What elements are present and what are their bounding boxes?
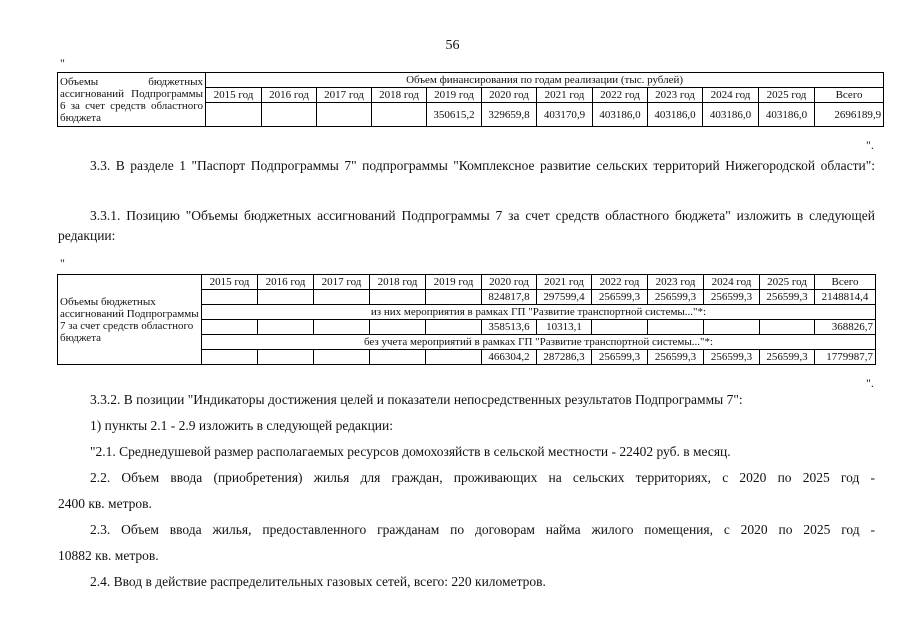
paragraph-item-1-text: 1) пункты 2.1 - 2.9 изложить в следующей редакции: xyxy=(90,418,393,433)
table2-value xyxy=(704,320,760,335)
table2-value xyxy=(426,350,482,365)
table2-year: 2016 год xyxy=(258,275,314,290)
paragraph-item-1 xyxy=(58,416,875,436)
paragraph-3-3-line1 xyxy=(58,156,875,176)
table2-value xyxy=(648,320,704,335)
paragraph-2-2-line1 xyxy=(58,468,875,488)
table2-label-cell: Объемы бюджетных ассигнований Подпрограммы 7 за счет средств областного бюджета xyxy=(58,275,202,365)
table1-year: 2020 год xyxy=(482,88,537,103)
table2-year: 2023 год xyxy=(648,275,704,290)
opening-quote-1: " xyxy=(60,56,65,70)
table2-value xyxy=(202,290,258,305)
table2-year: 2022 год xyxy=(592,275,648,290)
table2-year: 2020 год xyxy=(482,275,537,290)
table2-value: 256599,3 xyxy=(648,290,704,305)
table2-value: 256599,3 xyxy=(592,350,648,365)
table2-value xyxy=(592,320,648,335)
table2-years-row xyxy=(58,275,876,290)
paragraph-2-1-text: "2.1. Среднедушевой размер располагаемых ресурсов домохозяйств в сельской местности - 22402 руб. в месяц. xyxy=(90,444,731,459)
paragraph-2-2-line2: 2400 кв. метров. xyxy=(58,496,152,511)
table2-total-header: Всего xyxy=(815,275,876,290)
page-number: 56 xyxy=(445,38,460,53)
table2-value: 256599,3 xyxy=(760,290,815,305)
table2-value: 256599,3 xyxy=(648,350,704,365)
table2-value xyxy=(258,290,314,305)
table2-year: 2024 год xyxy=(704,275,760,290)
paragraph-3-3-1-text: 3.3.1. Позицию "Объемы бюджетных ассигнований Подпрограммы 7 за счет средств областного бюджета" изложить в следующей редакции: xyxy=(58,208,875,243)
table2-value: 824817,8 xyxy=(482,290,537,305)
table1-value xyxy=(206,103,262,127)
table1-year: 2015 год xyxy=(206,88,262,103)
table2-subheader-transport: из них мероприятия в рамках ГП "Развитие транспортной системы..."*: xyxy=(202,305,876,320)
paragraph-2-3-line2: 10882 кв. метров. xyxy=(58,548,159,563)
table2-value: 287286,3 xyxy=(537,350,592,365)
table2-value xyxy=(370,320,426,335)
table1-year: 2021 год xyxy=(537,88,593,103)
paragraph-2-4-text: 2.4. Ввод в действие распределительных газовых сетей, всего: 220 километров. xyxy=(90,574,546,589)
table2-year: 2015 год xyxy=(202,275,258,290)
table1-value: 350615,2 xyxy=(427,103,482,127)
table2-year: 2017 год xyxy=(314,275,370,290)
table2-value: 466304,2 xyxy=(482,350,537,365)
table2-value xyxy=(370,350,426,365)
closing-quote-2: ". xyxy=(866,376,874,390)
table2-year: 2025 год xyxy=(760,275,815,290)
table1-value xyxy=(317,103,372,127)
table1-value: 403186,0 xyxy=(759,103,815,127)
table2-value: 297599,4 xyxy=(537,290,592,305)
paragraph-3-3: 3.3. В разделе 1 "Паспорт Подпрограммы 7" подпрограммы "Комплексное развитие сельских территорий Нижегородской области": xyxy=(90,158,875,173)
paragraph-3-3-2 xyxy=(58,390,875,410)
table1-label-cell: Объемы бюджетных ассигнований Подпрограммы 6 за счет средств областного бюджета xyxy=(58,73,206,127)
opening-quote-2: " xyxy=(60,256,65,270)
table2-year: 2018 год xyxy=(370,275,426,290)
table1-value xyxy=(372,103,427,127)
table2-value xyxy=(370,290,426,305)
closing-quote-1: ". xyxy=(866,138,874,152)
table1-value: 329659,8 xyxy=(482,103,537,127)
budget-table-subprogram-7 xyxy=(57,274,876,365)
paragraph-2-3-line1 xyxy=(58,520,875,540)
table2-value xyxy=(314,350,370,365)
table2-value xyxy=(202,320,258,335)
table2-total-value: 2148814,4 xyxy=(815,290,876,305)
table1-year: 2024 год xyxy=(703,88,759,103)
table2-subheader-excluding: без учета мероприятий в рамках ГП "Развитие транспортной системы..."*: xyxy=(202,335,876,350)
table1-header: Объем финансирования по годам реализации (тыс. рублей) xyxy=(206,73,884,88)
table1-value: 403186,0 xyxy=(648,103,703,127)
table1-year: 2022 год xyxy=(593,88,648,103)
table1-value: 403186,0 xyxy=(593,103,648,127)
table1-value: 403170,9 xyxy=(537,103,593,127)
table2-total-value: 368826,7 xyxy=(815,320,876,335)
table2-value xyxy=(760,320,815,335)
table1-year: 2016 год xyxy=(262,88,317,103)
table1-year: 2017 год xyxy=(317,88,372,103)
paragraph-2-4 xyxy=(58,572,875,592)
table2-value xyxy=(314,290,370,305)
table2-value xyxy=(258,350,314,365)
table1-year: 2023 год xyxy=(648,88,703,103)
table2-value xyxy=(202,350,258,365)
table2-value: 256599,3 xyxy=(760,350,815,365)
table1-value xyxy=(262,103,317,127)
table2-value xyxy=(426,320,482,335)
table2-value: 358513,6 xyxy=(482,320,537,335)
table2-value xyxy=(258,320,314,335)
paragraph-2-1 xyxy=(58,442,875,462)
table2-year: 2021 год xyxy=(537,275,592,290)
paragraph-2-2-text: 2.2. Объем ввода (приобретения) жилья для граждан, проживающих на сельских территориях, с 2020 по 2025 год - xyxy=(90,470,875,485)
table1-total-value: 2696189,9 xyxy=(815,103,884,127)
table1-year: 2018 год xyxy=(372,88,427,103)
table2-total-value: 1779987,7 xyxy=(815,350,876,365)
paragraph-3-3-1 xyxy=(58,206,875,246)
table2-value xyxy=(426,290,482,305)
paragraph-2-3-text: 2.3. Объем ввода жилья, предоставленного гражданам по договорам найма жилого помещения, с 2020 по 2025 год - xyxy=(90,522,875,537)
table1-year: 2025 год xyxy=(759,88,815,103)
table1-year: 2019 год xyxy=(427,88,482,103)
table1-value: 403186,0 xyxy=(703,103,759,127)
table2-value: 256599,3 xyxy=(592,290,648,305)
table2-value xyxy=(314,320,370,335)
table2-year: 2019 год xyxy=(426,275,482,290)
table2-value: 256599,3 xyxy=(704,290,760,305)
paragraph-3-3-2-text: 3.3.2. В позиции "Индикаторы достижения целей и показатели непосредственных результатов Подпрограммы 7": xyxy=(90,392,743,407)
table1-total-header: Всего xyxy=(815,88,884,103)
table2-value: 10313,1 xyxy=(537,320,592,335)
budget-table-subprogram-6 xyxy=(57,72,884,127)
table2-value: 256599,3 xyxy=(704,350,760,365)
